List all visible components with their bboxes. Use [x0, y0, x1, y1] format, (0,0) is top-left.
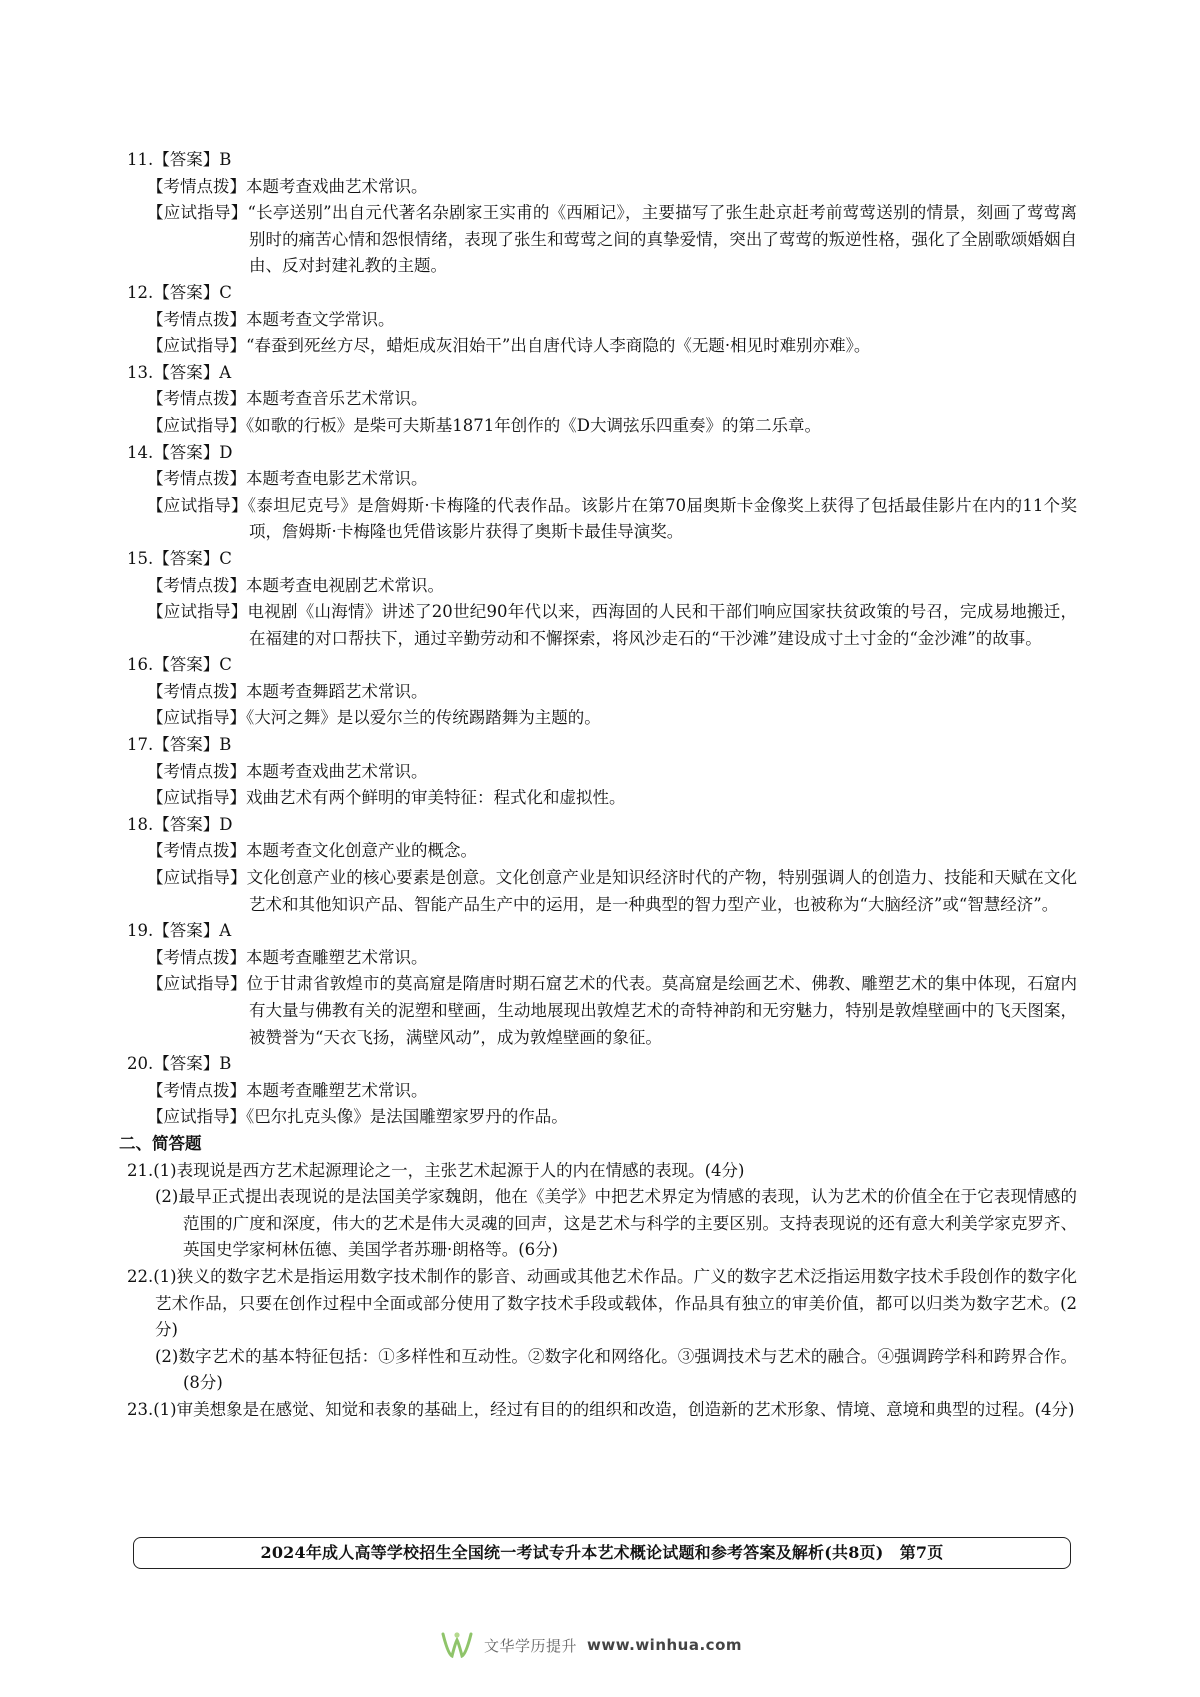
answer-line — [127, 280, 1077, 307]
watermark — [440, 1625, 742, 1665]
exam-point: 【考情点拨】本题考查雕塑艺术常识。 — [147, 947, 428, 967]
answer-label: 【答案】C — [153, 655, 232, 675]
exam-guide: 【应试指导】《巴尔扎克头像》是法国雕塑家罗丹的作品。 — [147, 1107, 568, 1127]
answer-line — [127, 1051, 1077, 1078]
answer-line — [127, 732, 1077, 759]
essay-21-part-1: 21.(1)表现说是西方艺术起源理论之一，主张艺术起源于人的内在情感的表现。(4分) — [127, 1160, 745, 1180]
exam-guide: 【应试指导】戏曲艺术有两个鲜明的审美特征：程式化和虚拟性。 — [147, 788, 626, 808]
question-number: 17. — [127, 735, 154, 755]
answer-list — [127, 147, 1077, 1131]
exam-point: 【考情点拨】本题考查音乐艺术常识。 — [147, 389, 428, 409]
answer-label: 【答案】B — [153, 1054, 232, 1074]
answer-label: 【答案】B — [153, 735, 232, 755]
answer-label: 【答案】C — [153, 282, 232, 302]
question-number: 14. — [127, 442, 154, 462]
section-title: 二、简答题 — [119, 1133, 202, 1153]
answer-line — [127, 440, 1077, 467]
exam-guide: 【应试指导】《泰坦尼克号》是詹姆斯·卡梅隆的代表作品。该影片在第70届奥斯卡金像奖上获得了包括最佳影片在内的11个奖项，詹姆斯·卡梅隆也凭借该影片获得了奥斯卡最佳导演奖。 — [147, 495, 1077, 542]
question-number: 20. — [127, 1054, 154, 1074]
question-number: 19. — [127, 921, 154, 941]
watermark-text: 文华学历提升 — [484, 1636, 578, 1655]
exam-guide: 【应试指导】《大河之舞》是以爱尔兰的传统踢踏舞为主题的。 — [147, 708, 601, 728]
essay-21-part-2: (2)最早正式提出表现说的是法国美学家魏朗，他在《美学》中把艺术界定为情感的表现，认为艺术的价值全在于它表现情感的范围的广度和深度，伟大的艺术是伟大灵魂的回声，这是艺术与科学的主要区别。支持表现说的还有意大利美学家克罗齐、英国史学家柯林伍德、美国学者苏珊·朗格等。(6分) — [155, 1187, 1077, 1260]
answer-label: 【答案】A — [153, 362, 232, 382]
answer-label: 【答案】C — [153, 548, 232, 568]
question-number: 12. — [127, 282, 154, 302]
answer-line — [127, 147, 1077, 174]
essay-22-part-1: 22.(1)狭义的数字艺术是指运用数字技术制作的影音、动画或其他艺术作品。广义的数字艺术泛指运用数字技术手段创作的数字化艺术作品，只要在创作过程中全面或部分使用了数字技术手段或载体，作品具有独立的审美价值，都可以归类为数字艺术。(2分) — [127, 1266, 1077, 1340]
exam-point: 【考情点拨】本题考查雕塑艺术常识。 — [147, 1080, 428, 1100]
exam-point: 【考情点拨】本题考查文化创意产业的概念。 — [147, 841, 477, 861]
exam-point: 【考情点拨】本题考查电视剧艺术常识。 — [147, 575, 444, 595]
question-number: 18. — [127, 814, 154, 834]
question-number: 16. — [127, 655, 154, 675]
exam-point: 【考情点拨】本题考查舞蹈艺术常识。 — [147, 681, 428, 701]
answer-line — [127, 360, 1077, 387]
answer-label: 【答案】A — [153, 921, 232, 941]
answer-line — [127, 918, 1077, 945]
question-number: 13. — [127, 362, 154, 382]
answer-line — [127, 546, 1077, 573]
exam-guide: 【应试指导】电视剧《山海情》讲述了20世纪90年代以来，西海固的人民和干部们响应国家扶贫政策的号召，完成易地搬迁，在福建的对口帮扶下，通过辛勤劳动和不懈探索，将风沙走石的“干沙滩”建设成寸土寸金的“金沙滩”的故事。 — [147, 602, 1077, 648]
essay-22-part-2: (2)数字艺术的基本特征包括：①多样性和互动性。②数字化和网络化。③强调技术与艺术的融合。④强调跨学科和跨界合作。(8分) — [155, 1346, 1077, 1393]
essay-23-part-1: 23.(1)审美想象是在感觉、知觉和表象的基础上，经过有目的的组织和改造，创造新的艺术形象、情境、意境和典型的过程。(4分) — [127, 1399, 1075, 1419]
answer-content — [119, 147, 1077, 1424]
exam-point: 【考情点拨】本题考查文学常识。 — [147, 309, 395, 329]
exam-guide: 【应试指导】“春蚕到死丝方尽，蜡炬成灰泪始干”出自唐代诗人李商隐的《无题·相见时难别亦难》。 — [147, 336, 871, 356]
answer-label: 【答案】D — [153, 814, 233, 834]
exam-guide: 【应试指导】《如歌的行板》是柴可夫斯基1871年创作的《D大调弦乐四重奏》的第二乐章。 — [147, 415, 821, 435]
page-footer: 2024年成人高等学校招生全国统一考试专升本艺术概论试题和参考答案及解析(共8页) 第7页 — [133, 1537, 1071, 1569]
exam-point: 【考情点拨】本题考查戏曲艺术常识。 — [147, 761, 428, 781]
answer-line — [127, 652, 1077, 679]
exam-point: 【考情点拨】本题考查电影艺术常识。 — [147, 469, 428, 489]
exam-point: 【考情点拨】本题考查戏曲艺术常识。 — [147, 176, 428, 196]
answer-label: 【答案】D — [153, 442, 233, 462]
answer-line — [127, 812, 1077, 839]
question-number: 11. — [127, 150, 154, 169]
exam-guide: 【应试指导】位于甘肃省敦煌市的莫高窟是隋唐时期石窟艺术的代表。莫高窟是绘画艺术、佛教、雕塑艺术的集中体现，石窟内有大量与佛教有关的泥塑和壁画，生动地展现出敦煌艺术的奇特神韵和无穷魅力，特别是敦煌壁画中的飞天图案，被赞誉为“天衣飞扬，满壁风动”，成为敦煌壁画的象征。 — [147, 974, 1077, 1047]
winhua-logo-icon — [440, 1630, 474, 1660]
exam-guide: 【应试指导】“长亭送别”出自元代著名杂剧家王实甫的《西厢记》，主要描写了张生赴京赶考前莺莺送别的情景，刻画了莺莺离别时的痛苦心情和怨恨情绪，表现了张生和莺莺之间的真挚爱情，突出了莺莺的叛逆性格，强化了全剧歌颂婚姻自由、反对封建礼教的主题。 — [147, 203, 1077, 276]
exam-guide: 【应试指导】文化创意产业的核心要素是创意。文化创意产业是知识经济时代的产物，特别强调人的创造力、技能和天赋在文化艺术和其他知识产品、智能产品生产中的运用，是一种典型的智力型产业，也被称为“大脑经济”或“智慧经济”。 — [147, 868, 1077, 914]
watermark-url: www.winhua.com — [587, 1636, 743, 1654]
answer-label: 【答案】B — [153, 150, 232, 169]
question-number: 15. — [127, 548, 154, 568]
